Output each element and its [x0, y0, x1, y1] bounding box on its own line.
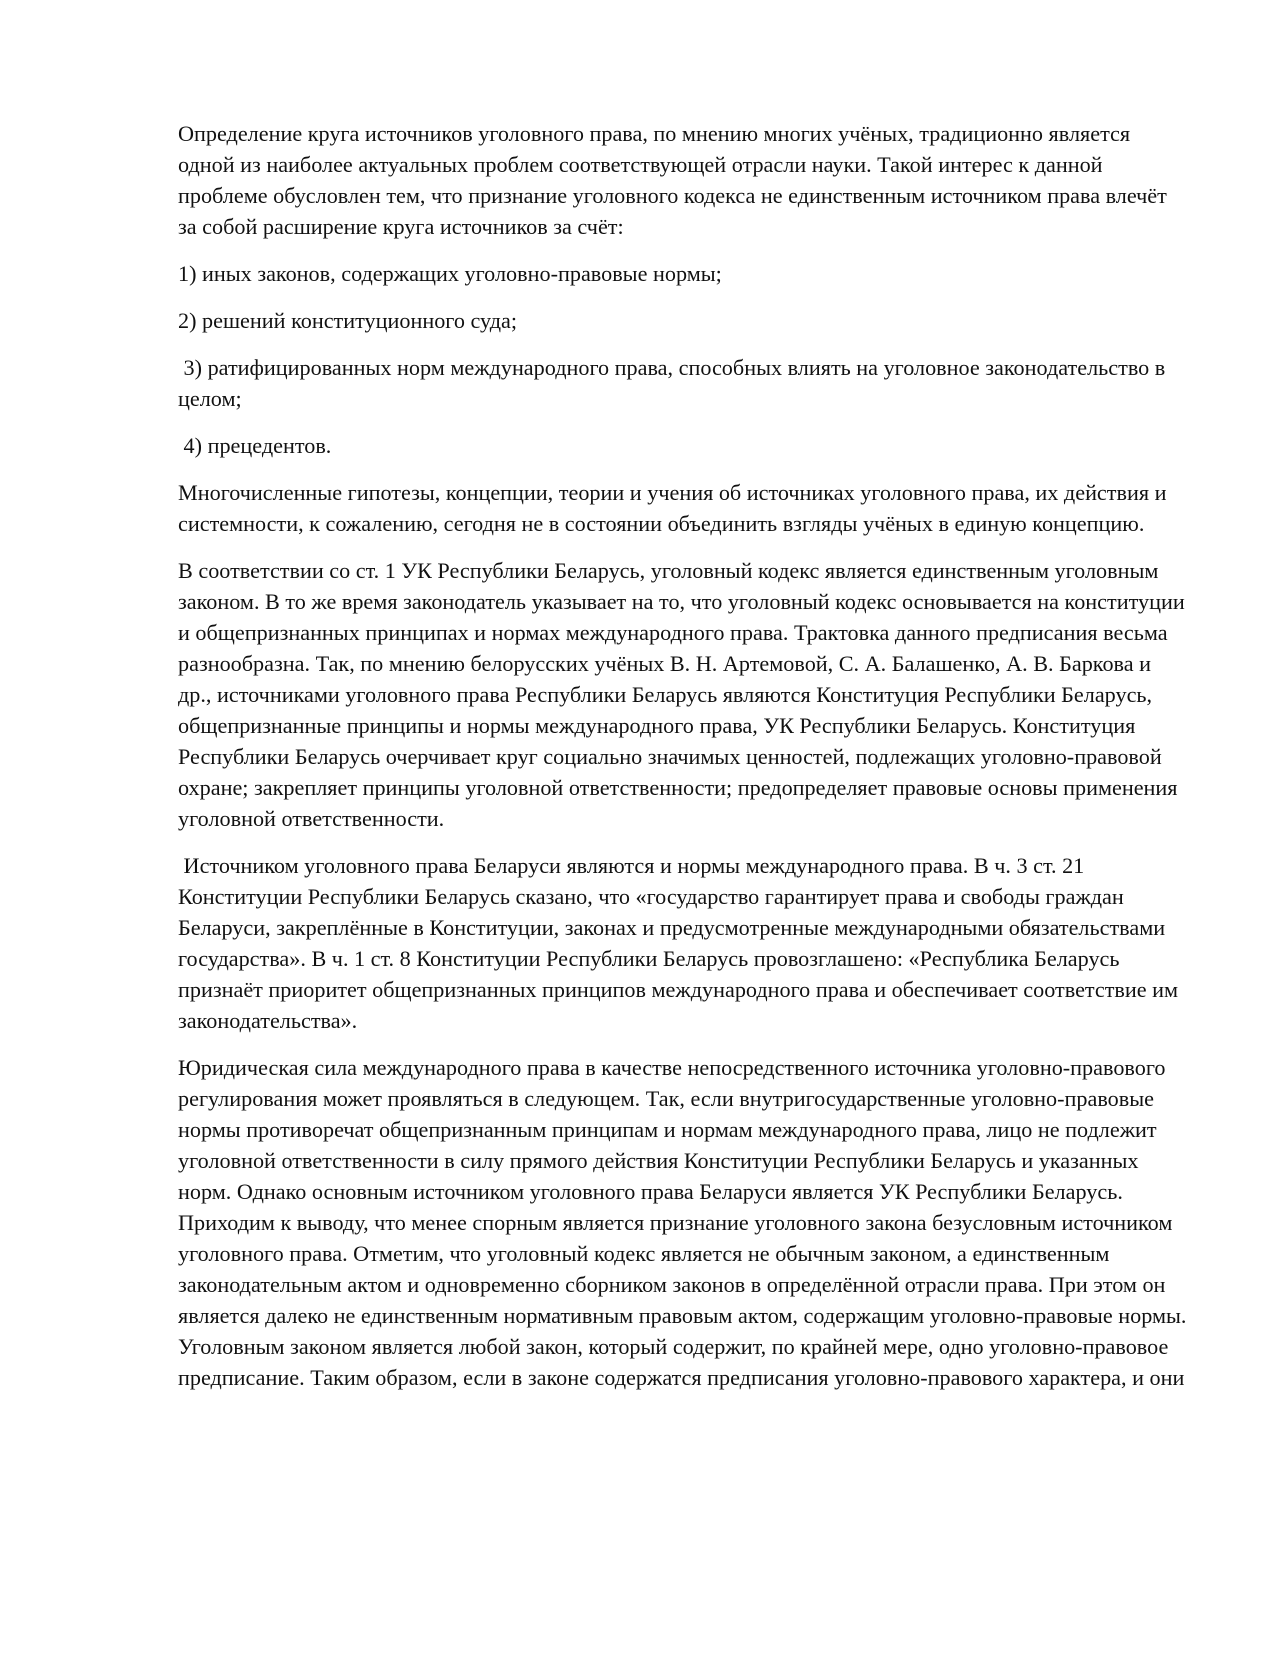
list-item-4: 4) прецедентов.: [178, 433, 332, 458]
paragraph-legal-force: Юридическая сила международного права в качестве непосредственного источника уголовно-правового регулирования может проявляться в следующем. Так, если внутригосударственные уголовно-правовые нормы противоречат общепризнанным принципам и нормам международного права, лицо не подлежит уголовной ответственности в силу прямого действия Конституции Республики Беларусь и указанных норм. Однако основным источником уголовного права Беларуси является УК Республики Беларусь. Приходим к выводу, что менее спорным является признание уголовного закона безусловным источником уголовного права. Отметим, что уголовный кодекс является не обычным законом, а единственным законодательным актом и одновременно сборником законов в определённой отрасли права. При этом он является далеко не единственным нормативным правовым актом, содержащим уголовно-правовые нормы. Уголовным законом является любой закон, который содержит, по крайней мере, одно уголовно-правовое предписание. Таким образом, если в законе содержатся предписания уголовно-правового характера, и они: [178, 1055, 1192, 1390]
paragraph-hypotheses: Многочисленные гипотезы, концепции, теории и учения об источниках уголовного права, их действия и системности, к сожалению, сегодня не в состоянии объединить взгляды учёных в единую концепцию.: [178, 480, 1173, 536]
list-item-2: 2) решений конституционного суда;: [178, 308, 518, 333]
paragraph-international-law: Источником уголовного права Беларуси являются и нормы международного права. В ч. 3 ст. 21 Конституции Республики Беларусь сказано, что «государство гарантирует права и свободы граждан Беларуси, закреплённые в Конституции, законах и предусмотренные международными обязательствами государства». В ч. 1 ст. 8 Конституции Республики Беларусь провозглашено: «Республика Беларусь признаёт приоритет общепризнанных принципов международного права и обеспечивает соответствие им законодательства».: [178, 853, 1184, 1033]
paragraph-criminal-code: В соответствии со ст. 1 УК Республики Беларусь, уголовный кодекс является единственным уголовным законом. В то же время законодатель указывает на то, что уголовный кодекс основывается на конституции и общепризнанных принципах и нормах международного права. Трактовка данного предписания весьма разнообразна. Так, по мнению белорусских учёных В. Н. Артемовой, С. А. Балашенко, А. В. Баркова и др., источниками уголовного права Республики Беларусь являются Конституция Республики Беларусь, общепризнанные принципы и нормы международного права, УК Республики Беларусь. Конституция Республики Беларусь очерчивает круг социально значимых ценностей, подлежащих уголовно-правовой охране; закрепляет принципы уголовной ответственности; предопределяет правовые основы применения уголовной ответственности.: [178, 558, 1191, 831]
list-item-1: 1) иных законов, содержащих уголовно-правовые нормы;: [178, 261, 722, 286]
list-item-3: 3) ратифицированных норм международного права, способных влиять на уголовное законодательство в целом;: [178, 355, 1171, 411]
paragraph-intro: Определение круга источников уголовного права, по мнению многих учёных, традиционно является одной из наиболее актуальных проблем соответствующей отрасли науки. Такой интерес к данной проблеме обусловлен тем, что признание уголовного кодекса не единственным источником права влечёт за собой расширение круга источников за счёт:: [178, 121, 1173, 239]
document-body: [178, 118, 1192, 1409]
